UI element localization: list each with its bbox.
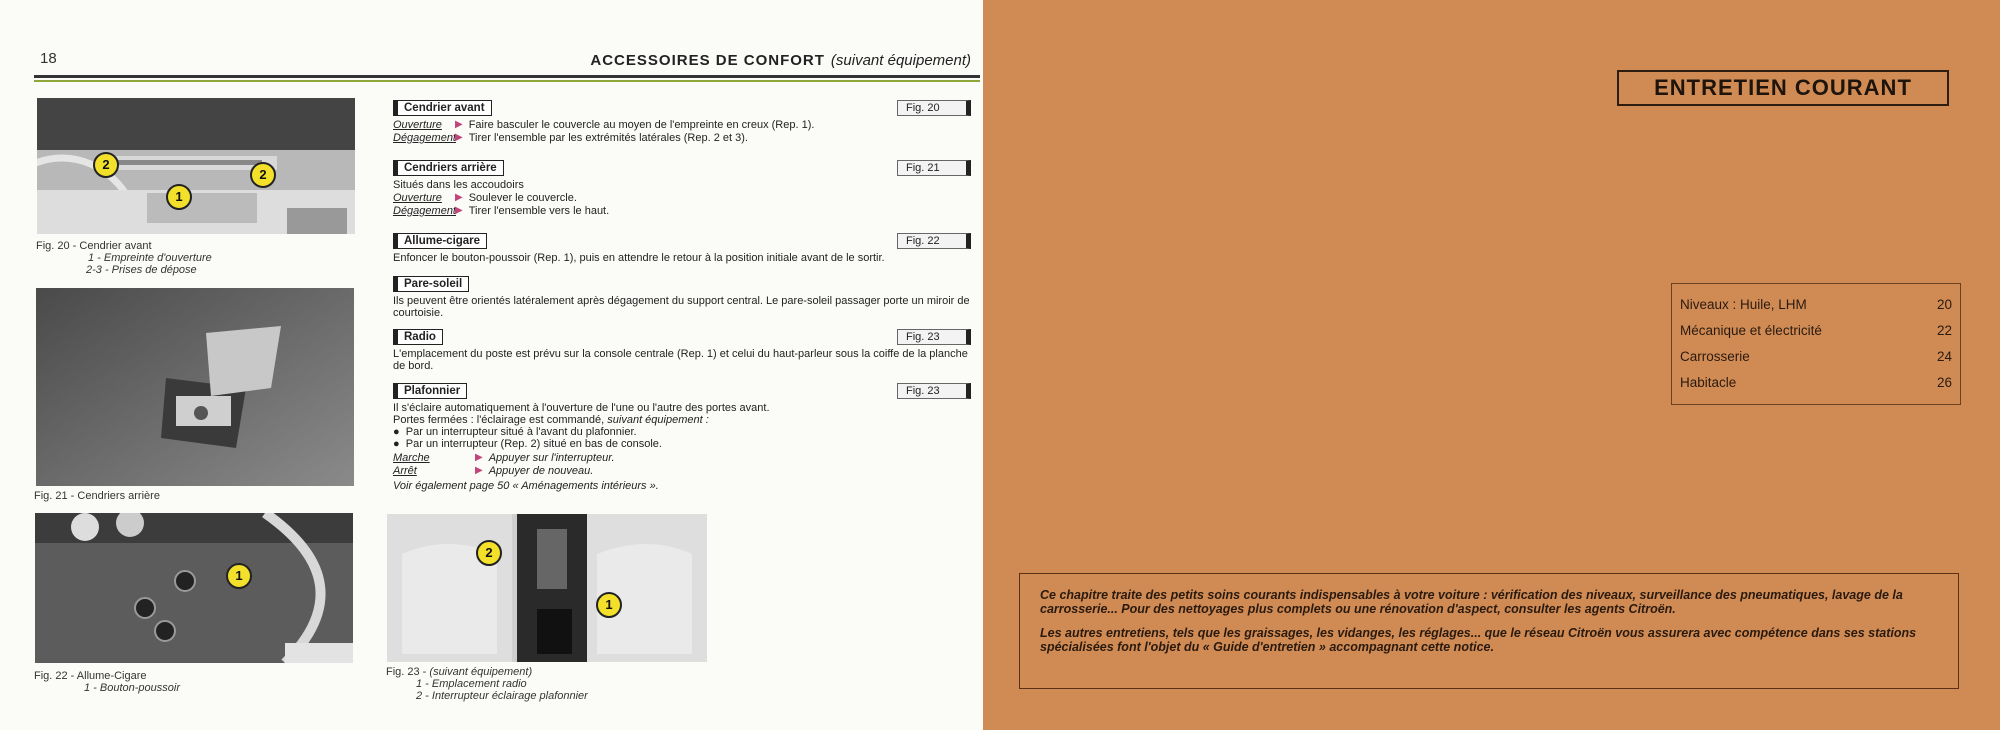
plafonnier-heading: Plafonnier xyxy=(393,383,467,399)
arrow-icon: ▶ xyxy=(475,465,483,476)
plafonnier-fig-ref: Fig. 23 xyxy=(897,383,971,399)
arrow-icon: ▶ xyxy=(455,132,463,143)
fig21-caption: Fig. 21 - Cendriers arrière xyxy=(34,490,160,502)
fig20-caption xyxy=(36,240,212,276)
plafonnier-line2-text: Portes fermées : l'éclairage est commandé, xyxy=(393,414,605,426)
cigar-lighter-illustration xyxy=(35,513,353,663)
toc-item-page: 20 xyxy=(1936,297,1952,312)
toc-item-page: 24 xyxy=(1936,349,1952,364)
fig20-item-1: 1 - Empreinte d'ouverture xyxy=(88,252,212,264)
section-pare-soleil xyxy=(393,276,971,319)
marche-label: Marche xyxy=(393,452,430,464)
toc-item-label: Niveaux : Huile, LHM xyxy=(1680,297,1807,312)
fig23-caption-prefix: Fig. 23 - xyxy=(386,666,430,678)
toc-item[interactable] xyxy=(1680,294,1952,320)
bullet-icon: ● xyxy=(393,438,406,450)
dashboard-illustration xyxy=(37,98,355,234)
fig23-callout-1: 1 xyxy=(596,592,622,618)
bullet1-text: Par un interrupteur situé à l'avant du plafonnier. xyxy=(405,426,637,438)
plafonnier-bullet-2 xyxy=(393,438,971,450)
fig20-caption-title: Fig. 20 - Cendrier avant xyxy=(36,240,152,252)
fig23-caption-sub: (suivant équipement) xyxy=(429,666,533,678)
arrow-icon: ▶ xyxy=(455,192,463,203)
plafonnier-line2 xyxy=(393,414,971,426)
degagement-label: Dégagement xyxy=(393,205,456,217)
section-radio xyxy=(393,329,971,372)
arrow-icon: ▶ xyxy=(455,119,463,130)
left-page xyxy=(0,0,983,730)
fig23-item-2: 2 - Interrupteur éclairage plafonnier xyxy=(416,690,588,702)
degagement-text: Tirer l'ensemble vers le haut. xyxy=(468,205,610,217)
toc-item[interactable] xyxy=(1680,320,1952,346)
degagement-label: Dégagement xyxy=(393,132,456,144)
cendriers-arriere-intro: Situés dans les accoudoirs xyxy=(393,179,524,191)
console-illustration xyxy=(387,514,707,662)
toc-item-page: 26 xyxy=(1936,375,1952,390)
toc-item-label: Habitacle xyxy=(1680,375,1737,390)
fig20-callout-2-right: 2 xyxy=(250,162,276,188)
fig20-photo xyxy=(37,98,355,234)
section-subtitle: (suivant équipement) xyxy=(830,52,971,69)
arrow-icon: ▶ xyxy=(475,452,483,463)
marche-text: Appuyer sur l'interrupteur. xyxy=(488,452,615,464)
arret-text: Appuyer de nouveau. xyxy=(488,465,594,477)
toc-item[interactable] xyxy=(1680,346,1952,372)
pare-soleil-heading: Pare-soleil xyxy=(393,276,469,292)
radio-fig-ref: Fig. 23 xyxy=(897,329,971,345)
arrow-icon: ▶ xyxy=(455,205,463,216)
plafonnier-line1: Il s'éclaire automatiquement à l'ouverture de l'une ou l'autre des portes avant. xyxy=(393,402,770,414)
plafonnier-bullet-1 xyxy=(393,426,971,438)
section-title-text: ACCESSOIRES DE CONFORT xyxy=(590,52,825,69)
toc-item[interactable] xyxy=(1680,372,1952,398)
fig23-caption xyxy=(386,666,588,702)
ouverture-label: Ouverture xyxy=(393,192,442,204)
pare-soleil-text: Ils peuvent être orientés latéralement après dégagement du support central. Le pare-soleil passager porte un miroir de courtoisie. xyxy=(393,295,970,319)
chapter-intro-box xyxy=(1019,573,1959,689)
fig22-item-1: 1 - Bouton-poussoir xyxy=(84,682,180,694)
allume-cigare-heading: Allume-cigare xyxy=(393,233,487,249)
plafonnier-line2-italic: suivant équipement : xyxy=(607,414,709,426)
toc-item-label: Carrosserie xyxy=(1680,349,1750,364)
arret-label: Arrêt xyxy=(393,465,417,477)
fig20-callout-1: 1 xyxy=(166,184,192,210)
intro-paragraph-2: Les autres entretiens, tels que les graissages, les vidanges, les réglages... que le réseau Citroën vous assurera avec compétence dans ses stations spécialisées font l'objet du « Guide d'entretien » accompagnant cette notice. xyxy=(1040,626,1917,654)
cendriers-arriere-fig-ref: Fig. 21 xyxy=(897,160,971,176)
toc-item-label: Mécanique et électricité xyxy=(1680,323,1822,338)
fig22-photo xyxy=(35,513,353,663)
fig20-item-2: 2-3 - Prises de dépose xyxy=(86,264,197,276)
section-allume-cigare xyxy=(393,233,971,264)
radio-heading: Radio xyxy=(393,329,443,345)
fig23-callout-2: 2 xyxy=(476,540,502,566)
fig21-photo xyxy=(36,288,354,486)
header-rule xyxy=(34,75,980,78)
bullet-icon: ● xyxy=(393,426,406,438)
ouverture-label: Ouverture xyxy=(393,119,442,131)
plafonnier-see-also: Voir également page 50 « Aménagements intérieurs ». xyxy=(393,480,659,492)
ouverture-text: Faire basculer le couvercle au moyen de l'empreinte en creux (Rep. 1). xyxy=(468,119,815,131)
fig23-photo xyxy=(387,514,707,662)
header-rule-green xyxy=(34,80,980,82)
page-number: 18 xyxy=(40,50,57,67)
allume-cigare-text: Enfoncer le bouton-poussoir (Rep. 1), puis en attendre le retour à la position initiale avant de le sortir. xyxy=(393,252,885,264)
degagement-text: Tirer l'ensemble par les extrémités latérales (Rep. 2 et 3). xyxy=(468,132,748,144)
cendrier-avant-heading: Cendrier avant xyxy=(393,100,492,116)
allume-cigare-fig-ref: Fig. 22 xyxy=(897,233,971,249)
table-of-contents xyxy=(1671,283,1961,405)
fig23-item-1: 1 - Emplacement radio xyxy=(416,678,527,690)
fig22-callout-1: 1 xyxy=(226,563,252,589)
right-page xyxy=(983,0,2000,730)
toc-item-page: 22 xyxy=(1936,323,1952,338)
ashtray-illustration xyxy=(36,288,354,486)
section-cendriers-arriere xyxy=(393,160,971,218)
section-title xyxy=(590,52,971,69)
cendriers-arriere-heading: Cendriers arrière xyxy=(393,160,504,176)
section-cendrier-avant xyxy=(393,100,971,145)
intro-paragraph-1: Ce chapitre traite des petits soins courants indispensables à votre voiture : vérification des niveaux, surveillance des pneumatiques, lavage de la carrosserie... Pour des nettoyages plus complets ou une rénovation d'aspect, consulter les agents Citroën. xyxy=(1040,588,1903,616)
chapter-title: ENTRETIEN COURANT xyxy=(1617,70,1949,106)
ouverture-text: Soulever le couvercle. xyxy=(468,192,577,204)
cendrier-avant-fig-ref: Fig. 20 xyxy=(897,100,971,116)
fig22-caption xyxy=(34,670,180,694)
section-plafonnier xyxy=(393,383,971,492)
fig20-callout-2-left: 2 xyxy=(93,152,119,178)
bullet2-text: Par un interrupteur (Rep. 2) situé en bas de console. xyxy=(405,438,662,450)
fig22-caption-title: Fig. 22 - Allume-Cigare xyxy=(34,670,147,682)
radio-text: L'emplacement du poste est prévu sur la console centrale (Rep. 1) et celui du haut-parleur sous la coiffe de la planche de bord. xyxy=(393,348,968,372)
